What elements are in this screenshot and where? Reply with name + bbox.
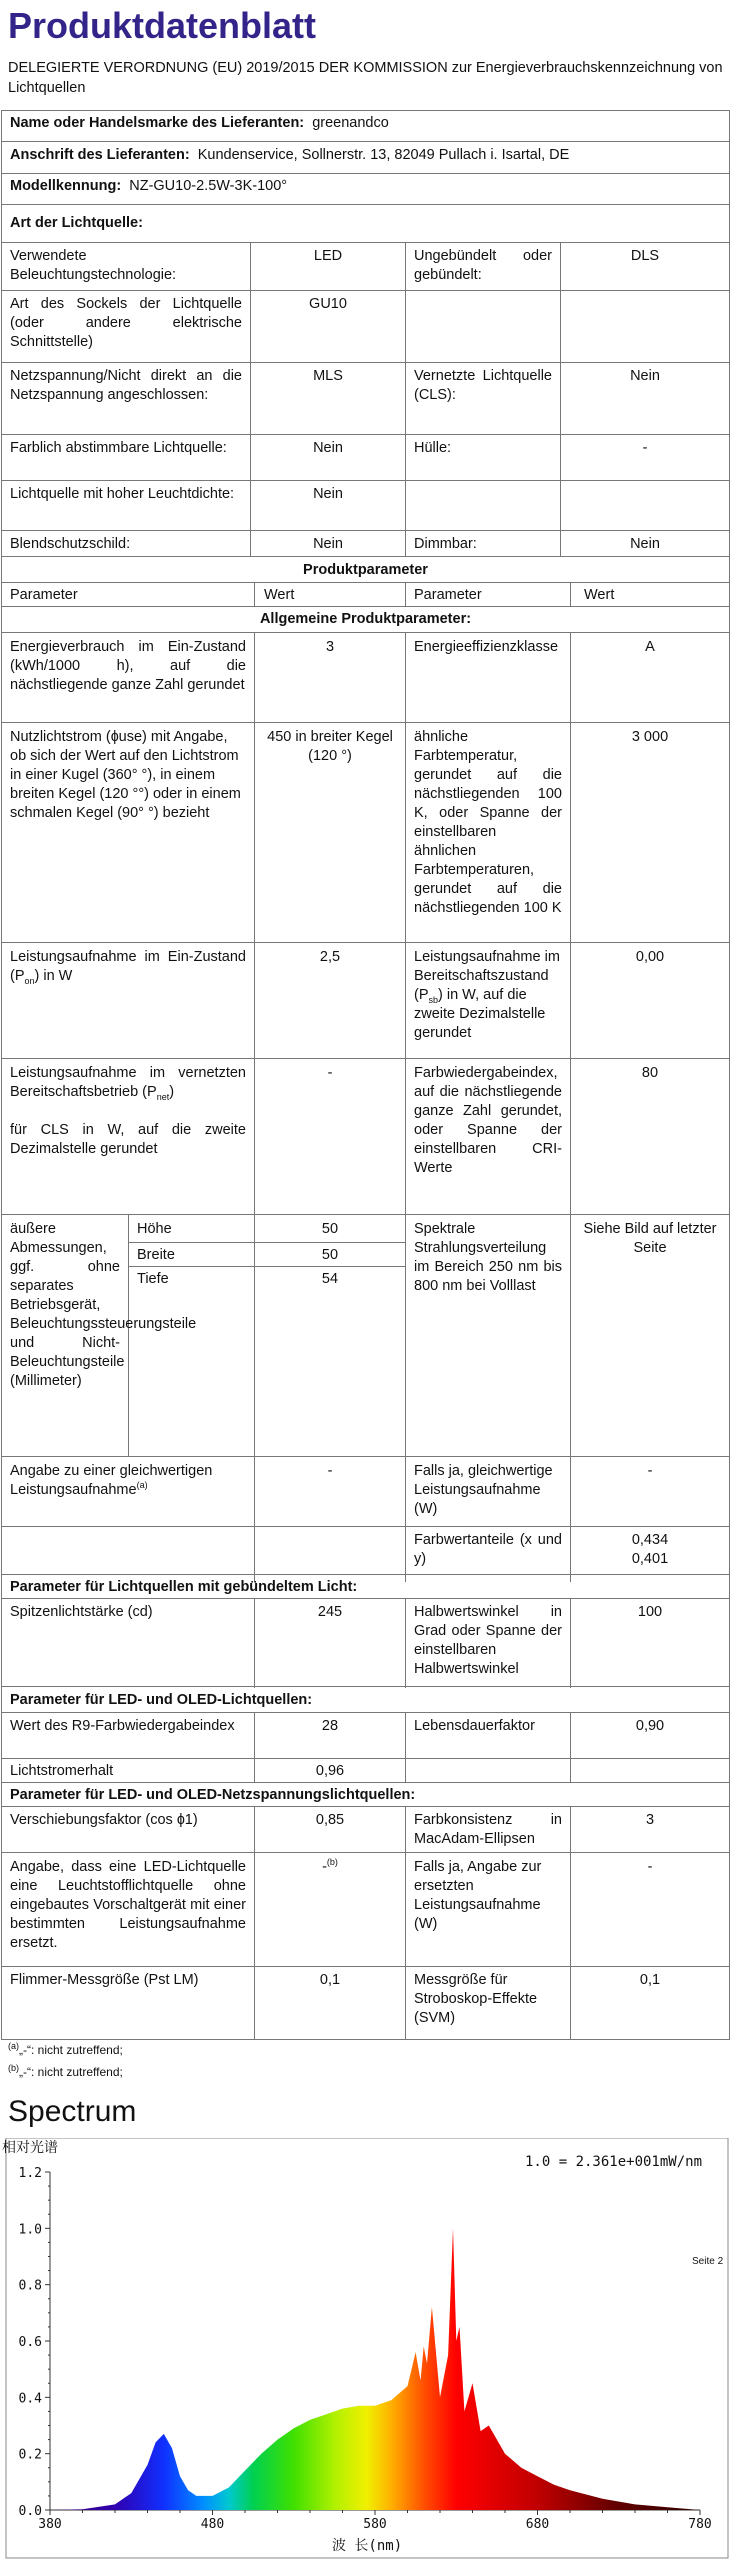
r9-label: Wert des R9-Farbwiedergabeindex <box>10 1718 235 1734</box>
lumen-maintenance-label: Lichtstromerhalt <box>10 1763 114 1779</box>
supplier-address-label: Anschrift des Lieferanten: <box>10 147 190 163</box>
col-value-2: Wert <box>584 587 615 603</box>
dimensions-label: äußere Abmessungen, ggf. ohne separates Betriebsgerät, Beleuchtungssteuerungsteile und Nicht-Beleuchtungsteile (Millimeter) <box>10 1221 197 1389</box>
dpf-label: Verschiebungsfaktor (cos ɸ1) <box>10 1812 198 1828</box>
pnet-label: Leistungsaufnahme im vernetzten Bereitschaftsbetrieb $(P_{net})$ für CLS in W, auf die zweite Dezimalstelle gerundet <box>10 1065 246 1157</box>
flicker-label: Flimmer-Messgröße (Pst LM) <box>10 1972 199 1988</box>
supplier-address-row <box>2 144 729 167</box>
supplier-address-value: Kundenservice, Sollnerstr. 13, 82049 Pullach i. Isartal, DE <box>197 147 570 163</box>
model-value: NZ-GU10-2.5W-3K-100° <box>129 178 288 194</box>
peak-intensity-label: Spitzenlichtstärke (cd) <box>10 1604 153 1620</box>
survival-value: 0,90 <box>635 1718 665 1734</box>
tunable-value: Nein <box>313 440 343 456</box>
chart-annotation: 1.0 = 2.361e+001mW/nm <box>525 2154 703 2170</box>
chromaticity-y: 0,401 <box>631 1551 669 1567</box>
psb-value: 0,00 <box>635 949 665 965</box>
replacement-claim-label: Angabe, dass eine LED-Lichtquelle eine Leuchtstofflichtquelle ohne eingebautes Vorschaltgerät mit einer bestimmten Leistungsaufnahme ersetzt. <box>10 1859 246 1951</box>
replacement-w-label: Falls ja, Angabe zur ersetzten Leistungsaufnahme (W) <box>414 1859 542 1932</box>
spectrum-heading: Spectrum <box>8 2095 137 2128</box>
y-tick-label: 0.0 <box>18 2504 42 2519</box>
light-source-type-heading: Art der Lichtquelle: <box>10 215 143 231</box>
pon-value: 2,5 <box>319 949 341 965</box>
height-label: Höhe <box>137 1221 172 1237</box>
energy-value: 3 <box>325 639 335 655</box>
spd-value: Siehe Bild auf letzter Seite <box>583 1221 717 1256</box>
x-axis-label: 波 长(nm) <box>332 2538 403 2554</box>
x-tick-label: 480 <box>200 2517 225 2532</box>
mains-label: Netzspannung/Nicht direkt an die Netzspannung angeschlossen: <box>10 368 242 403</box>
chromaticity-x: 0,434 <box>631 1532 669 1548</box>
energy-label: Energieverbrauch im Ein-Zustand (kWh/1000 h), auf die nächstliegende ganze Zahl gerundet <box>10 639 246 693</box>
x-tick-label: 780 <box>688 2517 712 2532</box>
tech-value: LED <box>313 248 343 264</box>
beam-angle-label: Halbwertswinkel in Grad oder Spanne der einstellbaren Halbwertswinkel <box>414 1604 562 1677</box>
supplier-name-value: greenandco <box>312 115 389 131</box>
dimmable-value: Nein <box>630 536 660 552</box>
depth-value: 54 <box>321 1271 339 1287</box>
tunable-label: Farblich abstimmbare Lichtquelle: <box>10 440 227 456</box>
connected-value: Nein <box>630 368 660 384</box>
flux-label: Nutzlichtstrom (ɸuse) mit Angabe, ob sich der Wert auf den Lichtstrom in einer Kugel (360° °), in einem breiten Kegel (120 °°) oder in einem schmalen Kegel (90° °) bezieht <box>10 729 241 821</box>
svm-value: 0,1 <box>639 1972 661 1988</box>
glare-label: Blendschutzschild: <box>10 536 131 552</box>
y-tick-label: 0.4 <box>18 2391 42 2407</box>
cap-value: GU10 <box>309 296 347 312</box>
color-consistency-value: 3 <box>645 1812 655 1828</box>
x-tick-label: 680 <box>525 2517 550 2532</box>
supplier-name-label: Name oder Handelsmarke des Lieferanten: <box>10 115 305 131</box>
led-params-heading: Parameter für LED- und OLED-Lichtquellen: <box>10 1692 313 1708</box>
general-params-heading: Allgemeine Produktparameter: <box>259 611 472 627</box>
col-param-2: Parameter <box>414 587 482 603</box>
y-tick-label: 1.0 <box>18 2222 42 2238</box>
supplier-name-row <box>2 112 729 135</box>
x-tick-label: 580 <box>363 2517 387 2532</box>
high-luminance-label: Lichtquelle mit hoher Leuchtdichte: <box>10 486 235 502</box>
cap-label: Art des Sockels der Lichtquelle (oder andere elektrische Schnittstelle) <box>10 296 242 350</box>
chart-title: 相对光谱 <box>2 2140 58 2156</box>
beam-angle-value: 100 <box>637 1604 663 1620</box>
tech-label: Verwendete Beleuchtungstechnologie: <box>10 248 177 283</box>
width-value: 50 <box>321 1247 339 1263</box>
page-title: Produktdatenblatt <box>8 5 317 46</box>
eeclass-label: Energieeffizienzklasse <box>414 639 559 655</box>
peak-intensity-value: 245 <box>317 1604 343 1620</box>
depth-label: Tiefe <box>137 1271 169 1287</box>
replacement-w-value: - <box>647 1859 653 1875</box>
envelope-value: - <box>642 440 648 456</box>
height-value: 50 <box>321 1221 339 1237</box>
mains-value: MLS <box>313 368 343 384</box>
page-ref: Seite 2 <box>692 2256 724 2267</box>
mains-params-heading: Parameter für LED- und OLED-Netzspannungslichtquellen: <box>10 1787 416 1803</box>
unfocused-value: DLS <box>630 248 660 264</box>
cct-label: ähnliche Farbtemperatur, gerundet auf die nächstliegenden 100 K, oder Spanne der einstellbaren ähnlichen Farbtemperaturen, gerundet auf die nächstliegenden 100 K <box>414 729 562 916</box>
spectrum-chart <box>0 2138 731 2560</box>
connected-label: Vernetzte Lichtquelle (CLS): <box>414 368 552 403</box>
x-tick-label: 380 <box>38 2517 62 2532</box>
equiv-power-label: Angabe zu einer gleichwertigen Leistungsaufnahme$^{(a)}$ <box>10 1463 213 1498</box>
cri-label: Farbwiedergabeindex, auf die nächstliegende ganze Zahl gerundet, oder Spanne der einstellbaren CRI-Werte <box>414 1065 562 1176</box>
color-consistency-label: Farbkonsistenz in MacAdam-Ellipsen <box>414 1812 562 1847</box>
width-label: Breite <box>137 1247 175 1263</box>
high-luminance-value: Nein <box>313 486 343 502</box>
unfocused-label: Ungebündelt oder gebündelt: <box>414 248 552 283</box>
chromaticity-label: Farbwertanteile (x und y) <box>414 1532 562 1567</box>
product-params-heading: Produktparameter <box>303 562 428 578</box>
cct-value: 3 000 <box>631 729 669 745</box>
glare-value: Nein <box>313 536 343 552</box>
replacement-claim-value: -$^{(b)}$ <box>322 1857 338 1875</box>
psb-label: Leistungsaufnahme im Bereitschaftszustand $(P_{sb})$ in W, auf die zweite Dezimalstelle gerundet <box>414 949 560 1041</box>
svm-label: Messgröße für Stroboskop-Effekte (SVM) <box>414 1972 538 2026</box>
dpf-value: 0,85 <box>315 1812 345 1828</box>
flux-value: 450 in breiter Kegel (120 °) <box>267 729 393 764</box>
col-param-1: Parameter <box>10 587 78 603</box>
intro-text: DELEGIERTE VERORDNUNG (EU) 2019/2015 DER KOMMISSION zur Energieverbrauchskennzeichnung von Lichtquellen <box>8 60 723 96</box>
col-value-1: Wert <box>264 587 295 603</box>
pon-label: Leistungsaufnahme im Ein-Zustand $(P_{on})$ in W <box>10 949 246 986</box>
eeclass-value: A <box>645 639 655 655</box>
chromaticity-value <box>571 1529 729 1571</box>
cri-value: 80 <box>641 1065 659 1081</box>
equiv-w-value: - <box>647 1463 653 1479</box>
lumen-maintenance-value: 0,96 <box>315 1763 345 1779</box>
r9-value: 28 <box>321 1718 339 1734</box>
survival-label: Lebensdauerfaktor <box>414 1718 535 1734</box>
envelope-label: Hülle: <box>414 440 452 456</box>
footnote-a: $^{(a)}$„-“: nicht zutreffend; <box>8 2041 123 2057</box>
y-tick-label: 1.2 <box>18 2166 42 2181</box>
flicker-value: 0,1 <box>319 1972 341 1988</box>
model-label: Modellkennung: <box>10 178 122 194</box>
model-row <box>2 175 729 198</box>
pnet-value: - <box>327 1065 333 1081</box>
y-tick-label: 0.6 <box>18 2335 42 2350</box>
equiv-w-label: Falls ja, gleichwertige Leistungsaufnahme (W) <box>414 1463 553 1517</box>
spd-label: Spektrale Strahlungsverteilung im Bereich 250 nm bis 800 nm bei Volllast <box>414 1221 562 1294</box>
y-tick-label: 0.8 <box>18 2278 42 2294</box>
footnote-b: $^{(b)}$„-“: nicht zutreffend; <box>8 2063 123 2079</box>
equiv-power-value: - <box>327 1463 333 1479</box>
dls-params-heading: Parameter für Lichtquellen mit gebündeltem Licht: <box>10 1579 358 1595</box>
dimmable-label: Dimmbar: <box>414 536 477 552</box>
y-tick-label: 0.2 <box>18 2447 42 2463</box>
